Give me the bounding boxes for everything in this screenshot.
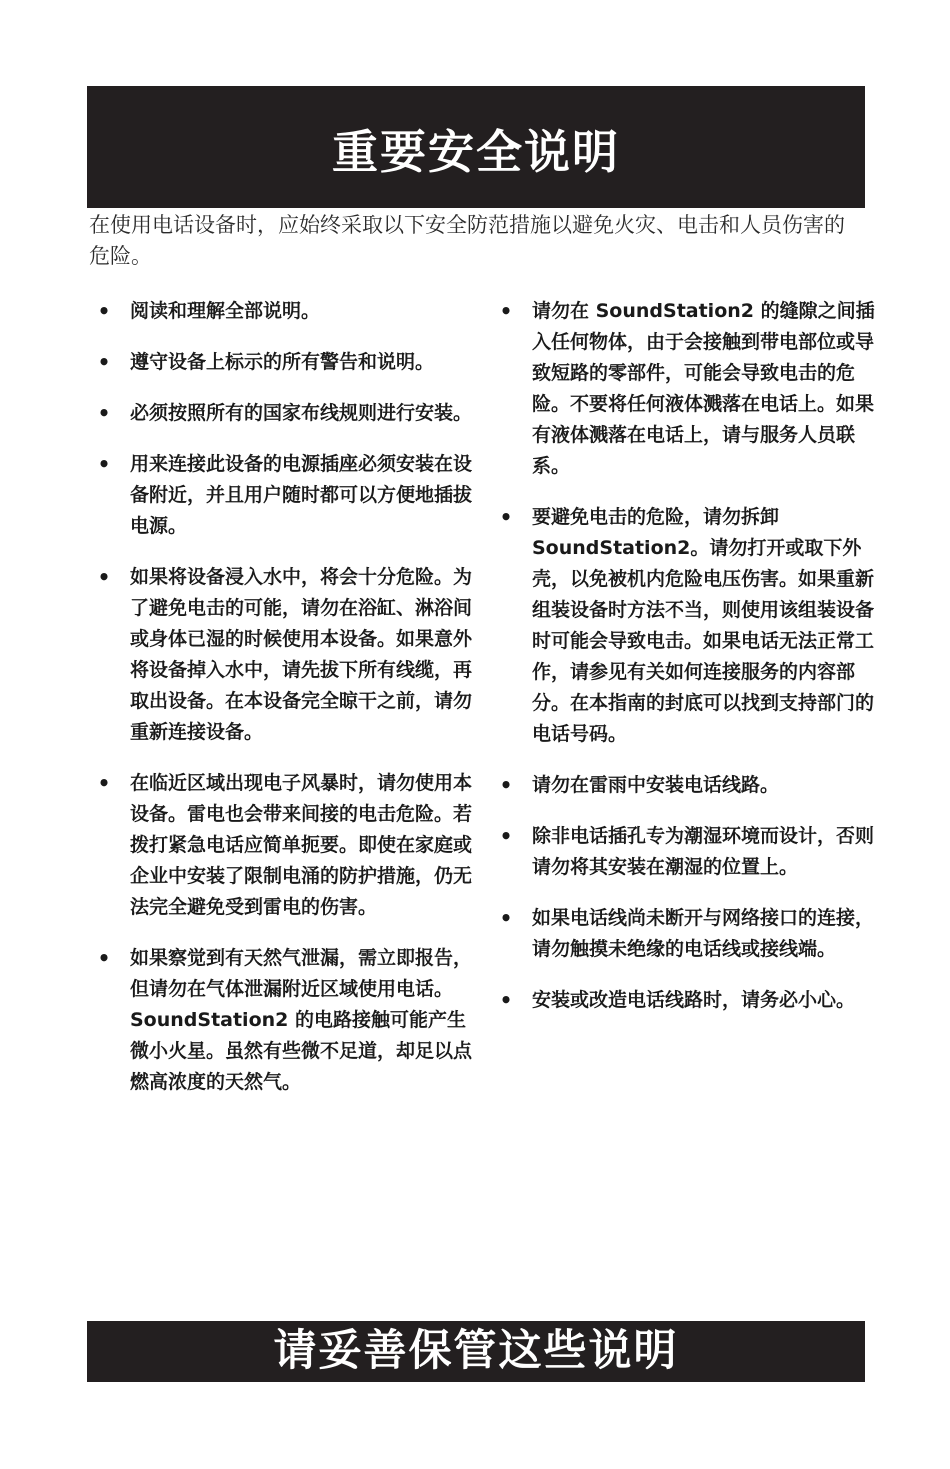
list-item	[94, 562, 474, 748]
list-item	[94, 943, 474, 1098]
list-item-text: 请勿在 SoundStation2 的缝隙之间插入任何物体，由于会接触到带电部位或导致短路的零部件，可能会导致电击的危险。不要将任何液体溅落在电话上。如果有液体溅落在电话上，请与服务人员联系。	[532, 300, 875, 477]
list-item	[94, 768, 474, 923]
left-column	[94, 296, 474, 1118]
list-item-text: 请勿在雷雨中安装电话线路。	[532, 774, 780, 796]
list-item	[94, 398, 474, 429]
list-item-text: 遵守设备上标示的所有警告和说明。	[130, 351, 435, 373]
bullet-icon: •	[97, 350, 111, 374]
list-item-text: 如果电话线尚未断开与网络接口的连接，请勿触摸未绝缘的电话线或接线端。	[532, 907, 875, 960]
intro-paragraph: 在使用电话设备时，应始终采取以下安全防范措施以避免火灾、电击和人员伤害的危险。	[89, 213, 845, 268]
list-item-text: 必须按照所有的国家布线规则进行安装。	[130, 402, 473, 424]
list-item	[496, 985, 876, 1016]
bullet-icon: •	[97, 565, 111, 589]
list-item-text: 要避免电击的危险，请勿拆卸 SoundStation2。请勿打开或取下外壳，以免被机内危险电压伤害。如果重新组装设备时方法不当，则使用该组装设备时可能会导致电击。如果电话无法正常工作，请参见有关如何连接服务的内容部分。在本指南的封底可以找到支持部门的电话号码。	[532, 506, 875, 745]
list-item	[496, 903, 876, 965]
list-item-text: 如果将设备浸入水中，将会十分危险。为了避免电击的可能，请勿在浴缸、淋浴间或身体已湿的时候使用本设备。如果意外将设备掉入水中，请先拔下所有线缆，再取出设备。在本设备完全晾干之前，请勿重新连接设备。	[130, 566, 473, 743]
header-band	[87, 86, 865, 208]
list-item-text: 安装或改造电话线路时，请务必小心。	[532, 989, 856, 1011]
page-title: 重要安全说明	[332, 125, 620, 179]
bullet-icon: •	[97, 401, 111, 425]
bullet-icon: •	[97, 771, 111, 795]
list-item	[496, 770, 876, 801]
bullet-icon: •	[97, 946, 111, 970]
footer-band	[87, 1321, 865, 1382]
bullet-icon: •	[499, 299, 513, 323]
list-item	[496, 502, 876, 750]
list-item-text: 阅读和理解全部说明。	[130, 300, 321, 322]
bullet-icon: •	[97, 452, 111, 476]
list-item-text: 除非电话插孔专为潮湿环境而设计，否则请勿将其安装在潮湿的位置上。	[532, 825, 875, 878]
list-item	[496, 296, 876, 482]
list-item-text: 用来连接此设备的电源插座必须安装在设备附近，并且用户随时都可以方便地插拔电源。	[130, 453, 473, 537]
bullet-icon: •	[499, 505, 513, 529]
list-item-text: 如果察觉到有天然气泄漏，需立即报告，但请勿在气体泄漏附近区域使用电话。SoundStation2 的电路接触可能产生微小火星。虽然有些微不足道，却足以点燃高浓度的天然气。	[130, 947, 473, 1093]
list-item-text: 在临近区域出现电子风暴时，请勿使用本设备。雷电也会带来间接的电击危险。若拨打紧急电话应简单扼要。即使在家庭或企业中安装了限制电涌的防护措施，仍无法完全避免受到雷电的伤害。	[130, 772, 473, 918]
bullet-icon: •	[499, 773, 513, 797]
bullet-icon: •	[499, 824, 513, 848]
bullet-icon: •	[499, 906, 513, 930]
bullet-icon: •	[499, 988, 513, 1012]
list-item	[94, 449, 474, 542]
right-column	[496, 296, 876, 1036]
list-item	[496, 821, 876, 883]
list-item	[94, 347, 474, 378]
footer-title: 请妥善保管这些说明	[273, 1326, 679, 1376]
list-item	[94, 296, 474, 327]
bullet-icon: •	[97, 299, 111, 323]
